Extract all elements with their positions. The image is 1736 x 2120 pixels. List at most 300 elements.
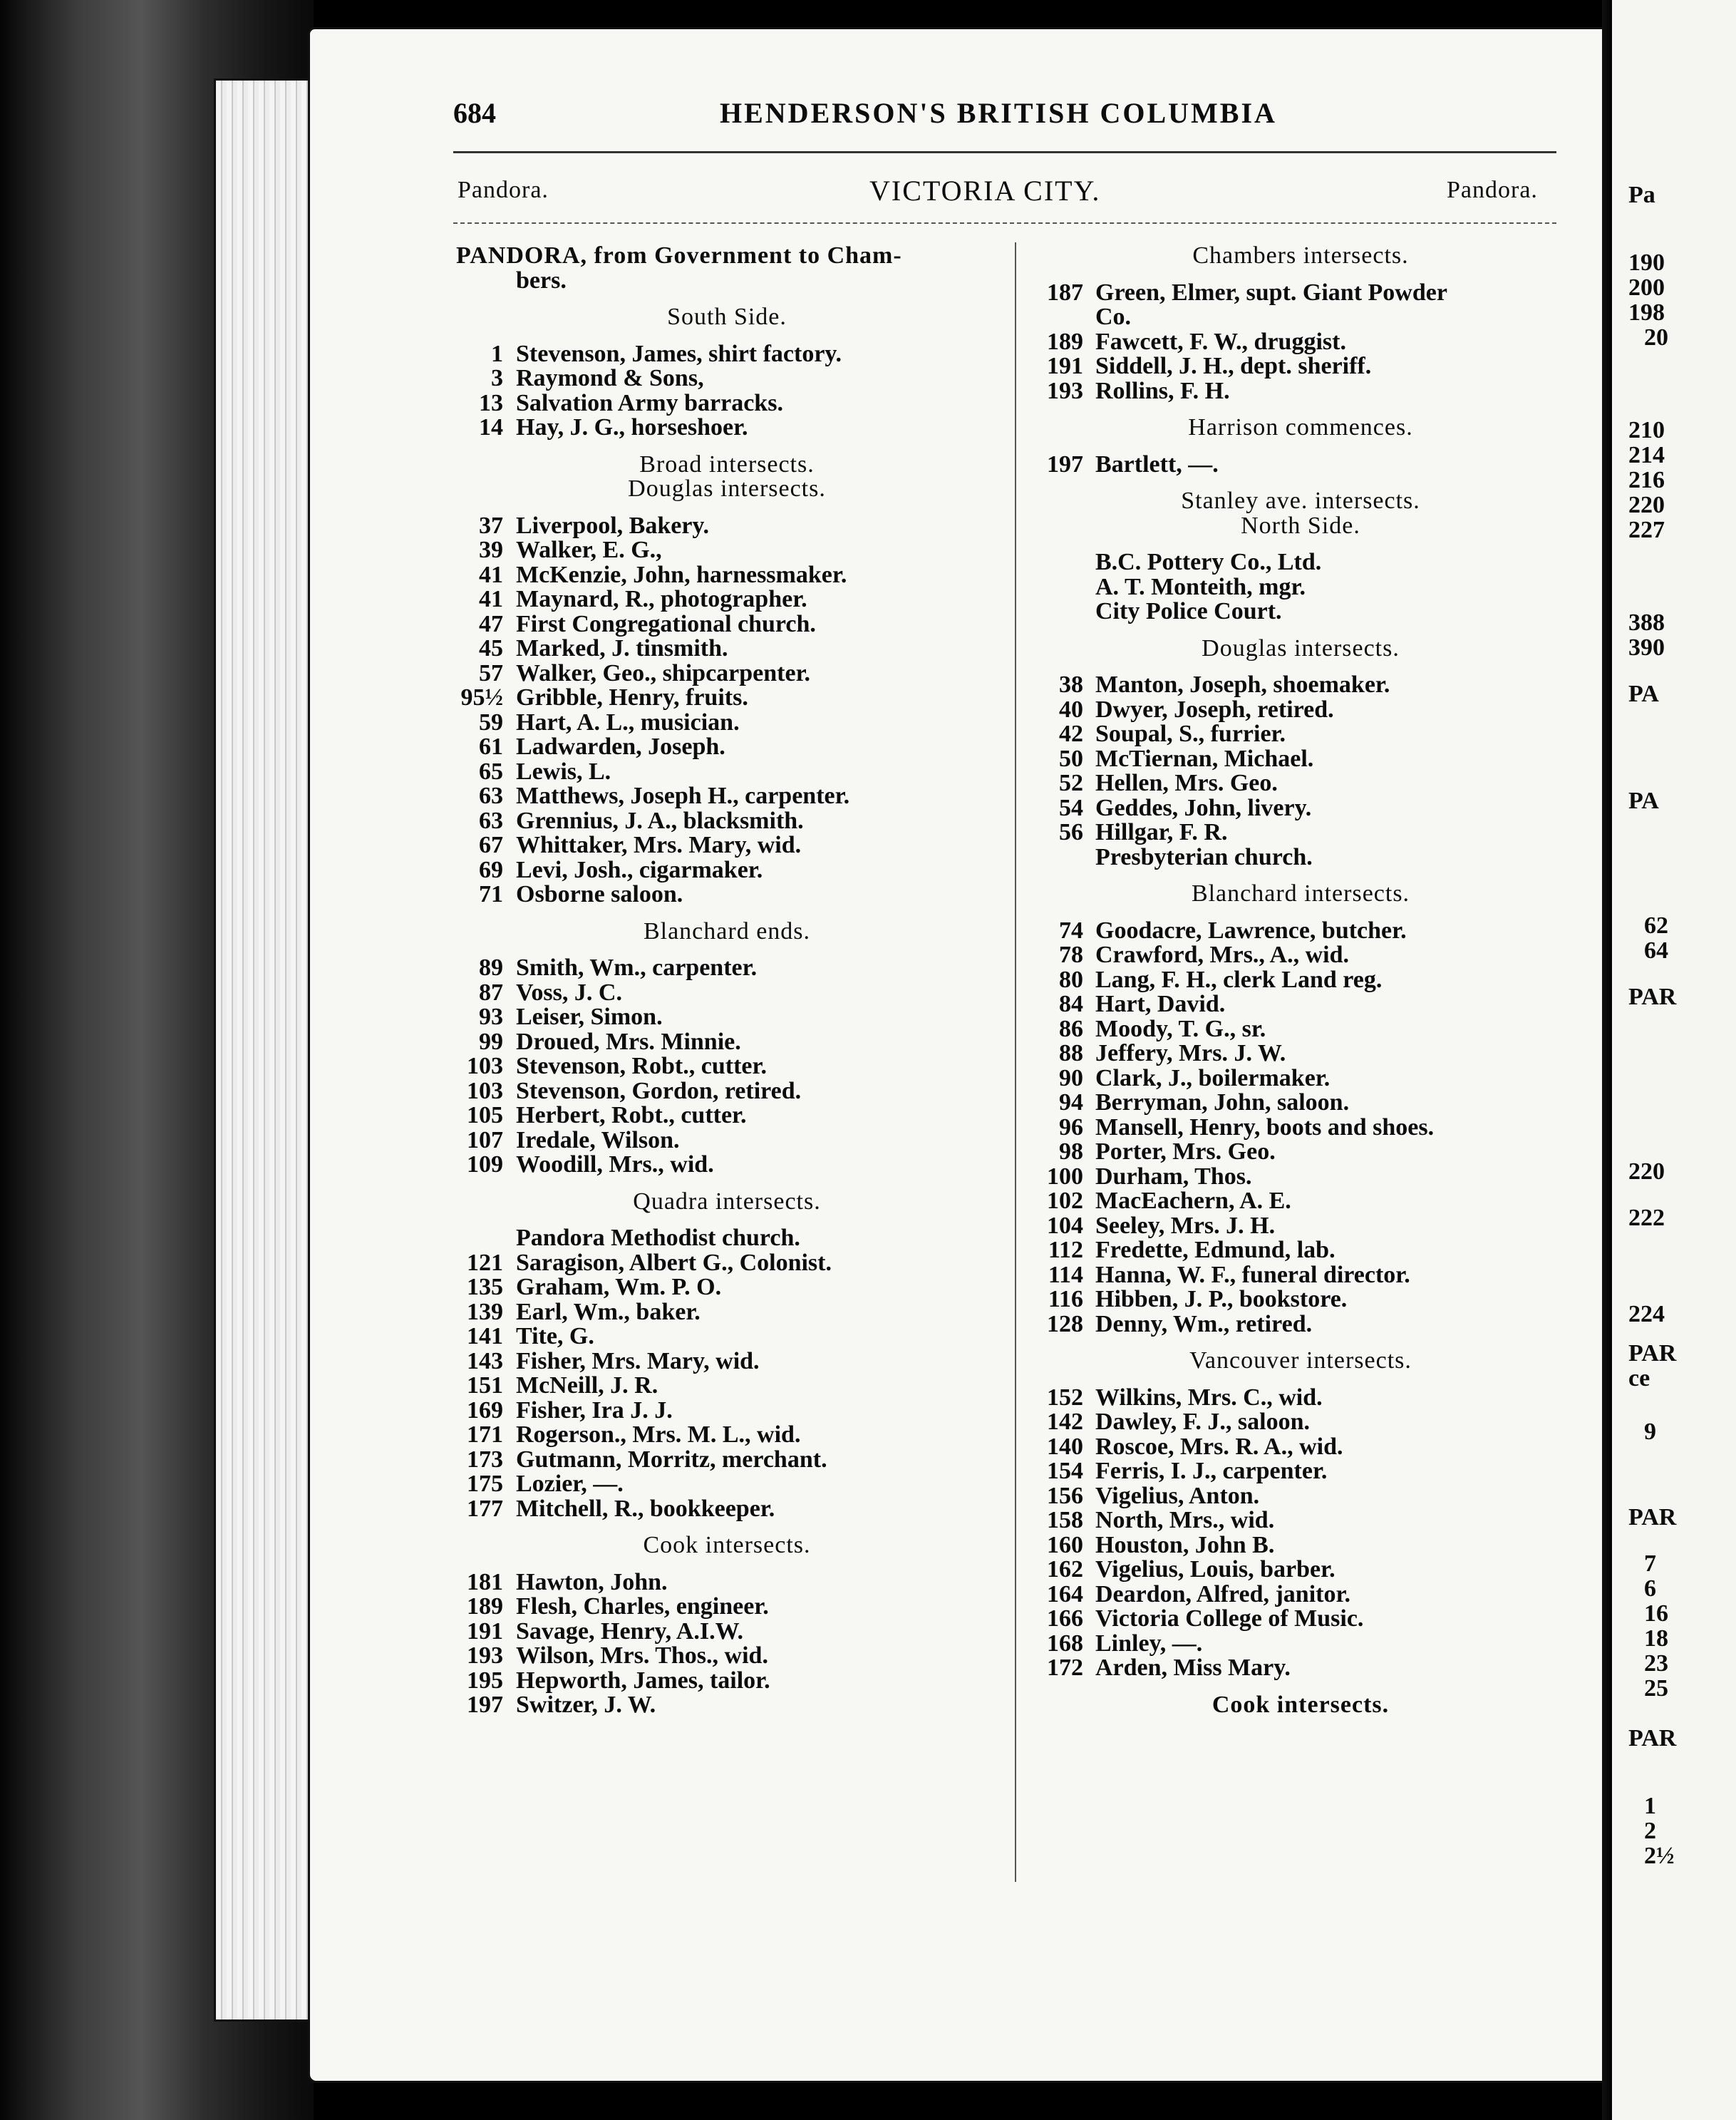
resident-name: Moody, T. G., sr. <box>1095 1015 1266 1042</box>
page-number: 684 <box>453 97 496 129</box>
house-number: 105 <box>467 1102 503 1128</box>
resident-name: Graham, Wm. P. O. <box>516 1274 722 1300</box>
directory-entry <box>1037 1312 1564 1337</box>
resident-name: Soupal, S., furrier. <box>1095 721 1286 747</box>
header-rule <box>453 151 1556 153</box>
facing-page-fragment: 222 <box>1628 1205 1665 1231</box>
directory-entry <box>1037 1435 1564 1460</box>
resident-name: Fisher, Mrs. Mary, wid. <box>516 1347 760 1374</box>
facing-page-fragment: 62 <box>1644 912 1668 939</box>
resident-name: Walker, E. G., <box>516 537 662 563</box>
resident-name: Linley, —. <box>1095 1630 1203 1657</box>
street-heading: PANDORA, from Government to Cham- <box>456 242 902 269</box>
facing-page-fragment: 216 <box>1628 467 1665 493</box>
house-number: 87 <box>479 979 503 1006</box>
house-number: 156 <box>1047 1482 1083 1509</box>
house-number: 80 <box>1059 966 1083 993</box>
resident-name: Lang, F. H., clerk Land reg. <box>1095 966 1383 993</box>
resident-name: Manton, Joseph, shoemaker. <box>1095 671 1390 698</box>
resident-name: Smith, Wm., carpenter. <box>516 954 758 981</box>
house-number: 107 <box>467 1126 503 1153</box>
facing-page-fragment: 388 <box>1628 609 1665 636</box>
resident-name: Maynard, R., photographer. <box>516 586 807 612</box>
house-number: 90 <box>1059 1064 1083 1091</box>
running-title: HENDERSON'S BRITISH COLUMBIA <box>720 97 1277 129</box>
resident-name: Vigelius, Louis, barber. <box>1095 1556 1335 1583</box>
house-number: 173 <box>467 1446 503 1473</box>
directory-entry <box>456 1005 998 1030</box>
house-number: 59 <box>479 709 503 736</box>
resident-name: Woodill, Mrs., wid. <box>516 1151 714 1178</box>
street-section-heading: Cook intersects. <box>643 1532 811 1558</box>
facing-page-fragment: 16 <box>1644 1600 1668 1627</box>
house-number: 162 <box>1047 1556 1083 1583</box>
resident-name: North, Mrs., wid. <box>1095 1507 1275 1533</box>
resident-name: McKenzie, John, harnessmaker. <box>516 561 847 588</box>
directory-entry <box>456 391 998 416</box>
resident-name: Fredette, Edmund, lab. <box>1095 1237 1335 1263</box>
house-number: 103 <box>467 1053 503 1079</box>
house-number: 13 <box>479 389 503 416</box>
house-number: 191 <box>467 1617 503 1645</box>
directory-entry <box>1037 1263 1564 1288</box>
directory-entry <box>1037 1632 1564 1657</box>
street-section-heading: Quadra intersects. <box>633 1188 821 1215</box>
street-section-heading: Blanchard intersects. <box>1191 880 1410 907</box>
house-number: 47 <box>479 610 503 637</box>
house-number: 41 <box>479 561 503 588</box>
house-number: 189 <box>467 1593 503 1620</box>
facing-page-fragment: 64 <box>1644 937 1668 964</box>
resident-name: Osborne saloon. <box>516 881 683 907</box>
house-number: 39 <box>479 537 503 563</box>
resident-name: Jeffery, Mrs. J. W. <box>1095 1040 1286 1066</box>
resident-name: Ferris, I. J., carpenter. <box>1095 1458 1328 1484</box>
house-number: 171 <box>467 1421 503 1448</box>
street-section-heading: Douglas intersects. <box>628 475 826 502</box>
resident-name: Pandora Methodist church. <box>516 1225 800 1251</box>
facing-page-fragment: 224 <box>1628 1301 1665 1327</box>
house-number: 193 <box>1047 377 1083 404</box>
directory-entry <box>456 538 998 563</box>
directory-entry <box>1037 1410 1564 1435</box>
resident-name: Gutmann, Morritz, merchant. <box>516 1446 827 1473</box>
directory-entry <box>1037 1113 1564 1141</box>
house-number: 52 <box>1059 770 1083 796</box>
house-number: 45 <box>479 635 503 662</box>
resident-name: Victoria College of Music. <box>1095 1605 1364 1632</box>
resident-name: Hibben, J. P., bookstore. <box>1095 1286 1348 1312</box>
directory-entry <box>456 637 998 662</box>
resident-name: Matthews, Joseph H., carpenter. <box>516 783 850 809</box>
house-number: 191 <box>1047 353 1083 379</box>
directory-entry <box>456 784 998 809</box>
house-number: 195 <box>467 1667 503 1694</box>
street-section-heading: Chambers intersects. <box>1192 242 1409 269</box>
directory-entry <box>1037 796 1564 821</box>
directory-entry <box>1037 550 1564 575</box>
resident-name: Stevenson, Gordon, retired. <box>516 1077 802 1104</box>
directory-entry <box>456 1226 998 1251</box>
directory-entry <box>1037 1140 1564 1165</box>
facing-page-fragment: 1 <box>1644 1793 1656 1819</box>
house-number: 41 <box>479 586 503 612</box>
resident-name: McTiernan, Michael. <box>1095 745 1314 772</box>
house-number: 100 <box>1047 1163 1083 1190</box>
directory-entry <box>456 1617 998 1645</box>
house-number: 187 <box>1047 279 1083 306</box>
house-number: 152 <box>1047 1384 1083 1411</box>
directory-entry <box>456 1030 998 1055</box>
resident-name: Fisher, Ira J. J. <box>516 1396 673 1424</box>
house-number: 61 <box>479 734 503 760</box>
resident-name: Siddell, J. H., dept. sheriff. <box>1095 353 1372 379</box>
house-number: 104 <box>1047 1212 1083 1239</box>
resident-name: Durham, Thos. <box>1095 1163 1252 1190</box>
house-number: 160 <box>1047 1531 1083 1558</box>
street-section-heading: North Side. <box>1241 512 1360 539</box>
directory-entry <box>456 1423 998 1448</box>
house-number: 158 <box>1047 1507 1083 1533</box>
street-section-heading: Broad intersects. <box>639 451 815 478</box>
section-rule <box>453 222 1556 224</box>
facing-page-fragment: 7 <box>1644 1550 1656 1577</box>
directory-entry <box>456 1669 998 1694</box>
house-number: 99 <box>479 1028 503 1055</box>
directory-entry <box>1037 1214 1564 1239</box>
directory-entry <box>456 1324 998 1349</box>
house-number: 94 <box>1059 1089 1083 1116</box>
house-number: 109 <box>467 1151 503 1178</box>
directory-entry <box>1037 1066 1564 1091</box>
directory-entry <box>456 981 998 1006</box>
facing-page-fragment: 390 <box>1628 634 1665 661</box>
house-number: 74 <box>1059 917 1083 944</box>
resident-name: Voss, J. C. <box>516 979 622 1006</box>
resident-name: Presbyterian church. <box>1095 843 1313 870</box>
resident-name: Switzer, J. W. <box>516 1692 656 1718</box>
resident-name: Rogerson., Mrs. M. L., wid. <box>516 1421 801 1448</box>
resident-name: Walker, Geo., shipcarpenter. <box>516 659 811 686</box>
house-number: 98 <box>1059 1138 1083 1165</box>
house-number: 121 <box>467 1249 503 1276</box>
section-label-right: Pandora. <box>1447 177 1538 203</box>
resident-name: Vigelius, Anton. <box>1095 1482 1260 1509</box>
house-number: 112 <box>1048 1237 1083 1263</box>
directory-entry <box>1037 1459 1564 1484</box>
house-number: 193 <box>467 1642 503 1669</box>
directory-entry <box>456 1275 998 1300</box>
house-number: 40 <box>1059 696 1083 723</box>
resident-name: Houston, John B. <box>1095 1531 1275 1558</box>
directory-entry <box>1037 1091 1564 1116</box>
directory-entry <box>456 342 998 367</box>
resident-name: Herbert, Robt., cutter. <box>516 1102 747 1128</box>
resident-name: Mansell, Henry, boots and shoes. <box>1095 1113 1435 1141</box>
house-number: 63 <box>479 783 503 809</box>
house-number: 142 <box>1047 1409 1083 1435</box>
house-number: 197 <box>1047 451 1083 478</box>
directory-entry <box>1037 1580 1564 1607</box>
resident-name: Flesh, Charles, engineer. <box>516 1593 769 1620</box>
resident-name: Mitchell, R., bookkeeper. <box>516 1495 775 1522</box>
directory-entry <box>1037 1508 1564 1533</box>
directory-entry <box>456 1300 998 1325</box>
resident-name: Droued, Mrs. Minnie. <box>516 1028 741 1055</box>
facing-page-fragment: 18 <box>1644 1625 1668 1652</box>
resident-name: Deardon, Alfred, janitor. <box>1095 1580 1350 1607</box>
directory-entry <box>1037 1607 1564 1632</box>
resident-name: Raymond & Sons, <box>516 365 704 391</box>
facing-page-fragment: 25 <box>1644 1675 1668 1702</box>
resident-name: Grennius, J. A., blacksmith. <box>516 807 804 834</box>
resident-name: Hart, David. <box>1095 991 1226 1017</box>
directory-entry <box>456 735 998 760</box>
house-number: 168 <box>1047 1630 1083 1657</box>
house-number: 89 <box>479 954 503 981</box>
resident-name: Denny, Wm., retired. <box>1095 1310 1313 1337</box>
resident-name: City Police Court. <box>1095 598 1282 624</box>
resident-name: Seeley, Mrs. J. H. <box>1095 1212 1276 1239</box>
house-number: 84 <box>1059 991 1083 1017</box>
directory-entry <box>1037 575 1564 600</box>
left-column <box>456 244 998 1718</box>
directory-entry <box>456 760 998 785</box>
directory-entry <box>1037 919 1564 944</box>
house-number: 166 <box>1047 1605 1083 1632</box>
house-number: 67 <box>479 832 503 858</box>
resident-name: Whittaker, Mrs. Mary, wid. <box>516 832 802 858</box>
directory-entry <box>1037 747 1564 772</box>
resident-name: Wilkins, Mrs. C., wid. <box>1095 1384 1323 1411</box>
directory-entry <box>456 858 998 883</box>
facing-page-fragment: 2½ <box>1644 1843 1675 1869</box>
resident-name: First Congregational church. <box>516 610 816 637</box>
house-number: 177 <box>467 1495 503 1522</box>
house-number: 172 <box>1047 1655 1083 1681</box>
directory-entry <box>1037 1165 1564 1190</box>
directory-entry <box>456 366 998 391</box>
house-number: 37 <box>479 512 503 539</box>
facing-page-fragment: 20 <box>1644 324 1668 351</box>
house-number: 93 <box>479 1004 503 1030</box>
resident-name: Hellen, Mrs. Geo. <box>1095 770 1278 796</box>
house-number: 95½ <box>460 684 503 711</box>
directory-entry <box>1037 968 1564 993</box>
directory-entry <box>1037 1189 1564 1214</box>
directory-entry <box>1037 600 1564 624</box>
street-section-heading: Vancouver intersects. <box>1189 1347 1412 1374</box>
house-number: 189 <box>1047 328 1083 355</box>
directory-entry <box>456 612 998 637</box>
facing-page-fragment: 214 <box>1628 442 1665 468</box>
facing-page-fragment: ce <box>1628 1365 1650 1391</box>
resident-name: Geddes, John, livery. <box>1095 794 1312 821</box>
facing-page-fragment: PAR <box>1628 984 1677 1010</box>
directory-entry <box>1037 771 1564 796</box>
house-number: 1 <box>491 340 503 367</box>
house-number: 143 <box>467 1347 503 1374</box>
resident-name: Liverpool, Bakery. <box>516 512 710 539</box>
directory-entry <box>456 1570 998 1595</box>
resident-name: Hawton, John. <box>516 1568 668 1595</box>
directory-entry <box>1037 330 1564 355</box>
directory-entry <box>456 563 998 588</box>
directory-entry <box>456 416 998 441</box>
directory-entry <box>1037 354 1564 379</box>
directory-entry <box>1037 1041 1564 1066</box>
house-number: 65 <box>479 758 503 785</box>
facing-page-fragment: Pa <box>1628 182 1655 208</box>
resident-name: Salvation Army barracks. <box>516 389 783 416</box>
house-number: 128 <box>1047 1310 1083 1337</box>
entry-continuation: bers. <box>516 267 567 294</box>
house-number: 96 <box>1059 1113 1083 1141</box>
facing-page-fragment: 190 <box>1628 249 1665 276</box>
directory-entry <box>456 1595 998 1620</box>
directory-entry <box>1037 1533 1564 1558</box>
house-number: 69 <box>479 856 503 883</box>
facing-page-fragment: 220 <box>1628 1158 1665 1185</box>
directory-entry <box>1037 943 1564 968</box>
house-number: 135 <box>467 1274 503 1300</box>
directory-entry <box>1037 722 1564 747</box>
house-number: 164 <box>1047 1580 1083 1607</box>
directory-entry <box>1037 992 1564 1017</box>
resident-name: Roscoe, Mrs. R. A., wid. <box>1095 1433 1343 1460</box>
house-number: 140 <box>1047 1433 1083 1460</box>
street-section-heading: South Side. <box>667 304 787 330</box>
resident-name: Lozier, —. <box>516 1471 624 1497</box>
facing-page-fragment: PA <box>1628 788 1659 814</box>
street-section-heading: Douglas intersects. <box>1202 634 1400 662</box>
directory-entry <box>1037 820 1564 845</box>
directory-entry <box>1037 1484 1564 1509</box>
resident-name: Dawley, F. J., saloon. <box>1095 1409 1311 1435</box>
resident-name: B.C. Pottery Co., Ltd. <box>1095 549 1322 575</box>
resident-name: Marked, J. tinsmith. <box>516 635 728 662</box>
resident-name: Porter, Mrs. Geo. <box>1095 1138 1276 1165</box>
street-section-heading: Cook intersects. <box>1211 1691 1390 1718</box>
directory-entry <box>456 1472 998 1497</box>
directory-entry <box>456 883 998 907</box>
house-number: 42 <box>1059 721 1083 747</box>
directory-entry <box>1037 281 1564 306</box>
directory-entry <box>456 833 998 858</box>
street-section-heading: Blanchard ends. <box>643 917 811 945</box>
facing-page-fragment: PAR <box>1628 1504 1677 1530</box>
resident-name: Goodacre, Lawrence, butcher. <box>1095 917 1407 944</box>
resident-name: Saragison, Albert G., Colonist. <box>516 1249 832 1276</box>
directory-entry <box>1037 845 1564 870</box>
directory-entry <box>456 1374 998 1399</box>
facing-page-fragment: PAR <box>1628 1340 1677 1367</box>
house-number: 50 <box>1059 745 1083 772</box>
resident-name: A. T. Monteith, mgr. <box>1095 573 1306 600</box>
house-number: 169 <box>467 1396 503 1424</box>
directory-entry <box>1037 379 1564 404</box>
resident-name: Berryman, John, saloon. <box>1095 1089 1350 1116</box>
resident-name: Hanna, W. F., funeral director. <box>1095 1261 1410 1288</box>
house-number: 103 <box>467 1077 503 1104</box>
facing-page-fragment: 227 <box>1628 517 1665 543</box>
directory-entry <box>456 711 998 736</box>
resident-name: Hart, A. L., musician. <box>516 709 740 736</box>
house-number: 38 <box>1059 671 1083 698</box>
house-number: 78 <box>1059 942 1083 968</box>
entry-continuation: Co. <box>1095 304 1132 330</box>
facing-page-fragment: 2 <box>1644 1818 1656 1844</box>
directory-entry <box>456 1079 998 1104</box>
resident-name: McNeill, J. R. <box>516 1372 658 1399</box>
resident-name: Hepworth, James, tailor. <box>516 1667 770 1694</box>
facing-page-fragment: 220 <box>1628 492 1665 518</box>
house-number: 175 <box>467 1471 503 1497</box>
house-number: 54 <box>1059 794 1083 821</box>
directory-entry <box>456 587 998 612</box>
resident-name: MacEachern, A. E. <box>1095 1188 1291 1214</box>
resident-name: Green, Elmer, supt. Giant Powder <box>1095 279 1447 306</box>
resident-name: Hay, J. G., horseshoer. <box>516 414 748 441</box>
directory-entry <box>1037 1017 1564 1042</box>
resident-name: Rollins, F. H. <box>1095 377 1230 404</box>
resident-name: Stevenson, Robt., cutter. <box>516 1053 767 1079</box>
house-number: 56 <box>1059 819 1083 845</box>
street-section-heading: Stanley ave. intersects. <box>1181 488 1420 514</box>
column-divider <box>1015 242 1016 1882</box>
facing-page-fragment: 200 <box>1628 274 1665 301</box>
resident-name: Levi, Josh., cigarmaker. <box>516 856 763 883</box>
directory-entry <box>456 956 998 981</box>
resident-name: Hillgar, F. R. <box>1095 819 1228 845</box>
resident-name: Wilson, Mrs. Thos., wid. <box>516 1642 768 1669</box>
house-number: 86 <box>1059 1015 1083 1042</box>
house-number: 154 <box>1047 1458 1083 1484</box>
directory-entry <box>456 1693 998 1718</box>
house-number: 71 <box>479 881 503 907</box>
directory-entry <box>456 1396 998 1424</box>
directory-entry <box>1037 1558 1564 1583</box>
street-section-heading: Harrison commences. <box>1188 414 1413 441</box>
facing-page-fragment: 210 <box>1628 417 1665 443</box>
resident-name: Stevenson, James, shirt factory. <box>516 340 842 367</box>
directory-entry <box>1037 453 1564 478</box>
house-number: 3 <box>491 365 503 391</box>
resident-name: Dwyer, Joseph, retired. <box>1095 696 1334 723</box>
resident-name: Crawford, Mrs., A., wid. <box>1095 942 1350 968</box>
facing-page-fragment: 23 <box>1644 1650 1668 1677</box>
directory-entry <box>456 1054 998 1079</box>
resident-name: Iredale, Wilson. <box>516 1126 680 1153</box>
resident-name: Arden, Miss Mary. <box>1095 1655 1291 1681</box>
facing-page-fragment: 9 <box>1644 1419 1656 1445</box>
facing-page-fragment: 6 <box>1644 1575 1656 1602</box>
directory-entry <box>1037 673 1564 698</box>
house-number: 139 <box>467 1298 503 1325</box>
directory-entry <box>456 1349 998 1374</box>
facing-page-fragment: 198 <box>1628 299 1665 326</box>
resident-name: Savage, Henry, A.I.W. <box>516 1617 743 1645</box>
house-number: 102 <box>1047 1188 1083 1214</box>
directory-entry <box>456 809 998 834</box>
directory-entry <box>456 659 998 686</box>
directory-entry <box>456 686 998 711</box>
resident-name: Gribble, Henry, fruits. <box>516 684 748 711</box>
house-number: 114 <box>1048 1261 1083 1288</box>
section-label-left: Pandora. <box>458 177 549 203</box>
house-number: 197 <box>467 1692 503 1718</box>
resident-name: Lewis, L. <box>516 758 611 785</box>
